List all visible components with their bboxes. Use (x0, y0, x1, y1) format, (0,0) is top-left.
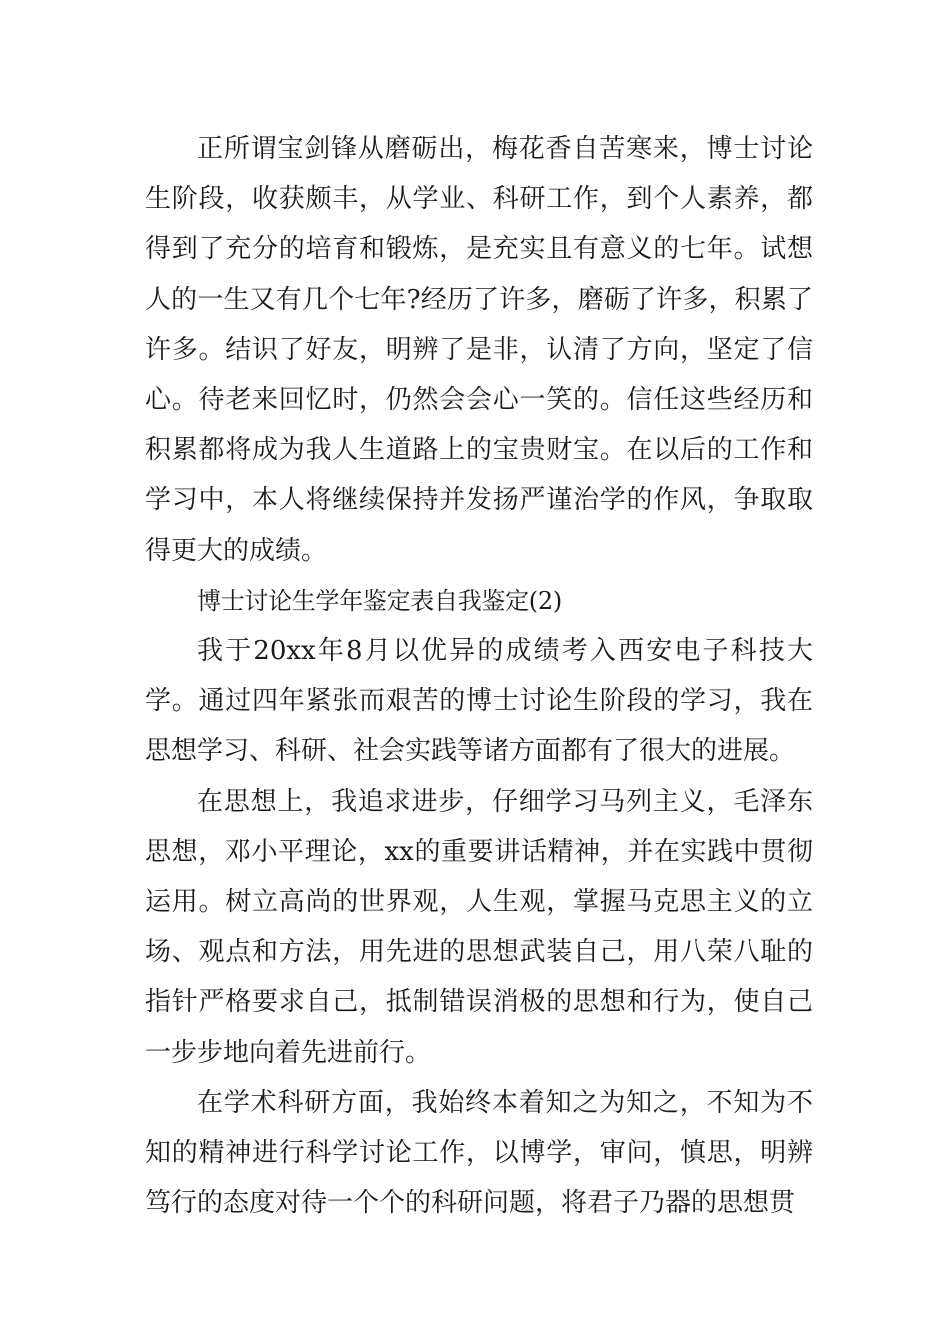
section-heading: 博士讨论生学年鉴定表自我鉴定(2) (197, 586, 562, 615)
paragraph-ideology: 在思想上，我追求进步，仔细学习马列主义，毛泽东思想，邓小平理论，xx的重要讲话精神，并在实践中贯彻运用。树立高尚的世界观，人生观，掌握马克思主义的立场、观点和方法，用先进的思想武装自己，用八荣八耻的指针严格要求自己，抵制错误消极的思想和行为，使自己一步步地向着先进前行。 (145, 786, 813, 1068)
paragraph-admission: 我于20xx年8月以优异的成绩考入西安电子科技大学。通过四年紧张而艰苦的博士讨论生阶段的学习，我在思想学习、科研、社会实践等诸方面都有了很大的进展。 (145, 636, 813, 767)
paragraph-research: 在学术科研方面，我始终本着知之为知之，不知为不知的精神进行科学讨论工作，以博学，审问，慎思，明辨笃行的态度对待一个个的科研问题，将君子乃器的思想贯 (145, 1087, 813, 1219)
paragraph-conclusion: 正所谓宝剑锋从磨砺出，梅花香自苦寒来，博士讨论生阶段，收获颇丰，从学业、科研工作，到个人素养，都得到了充分的培育和锻炼，是充实且有意义的七年。试想人的一生又有几个七年?经历了许多，磨砺了许多，积累了许多。结识了好友，明辨了是非，认清了方向，坚定了信心。待老来回忆时，仍然会会心一笑的。信任这些经历和积累都将成为我人生道路上的宝贵财宝。在以后的工作和学习中，本人将继续保持并发扬严谨治学的作风，争取取得更大的成绩。 (145, 134, 813, 566)
document-body (145, 124, 813, 1228)
